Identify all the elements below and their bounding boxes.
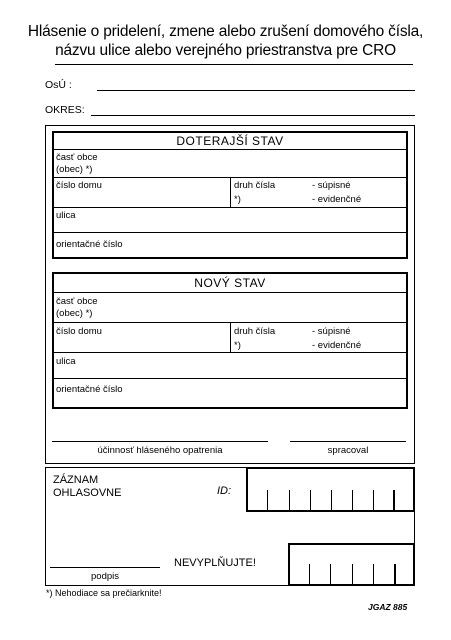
digit-separator (331, 490, 332, 512)
obec-label: (obec) *) (56, 308, 93, 319)
zaznam-label: ZÁZNAM (53, 474, 99, 486)
form-code: JGAZ 885 (368, 602, 408, 612)
footnote-marker: *) (234, 194, 241, 205)
cislo-domu-label: číslo domu (56, 180, 102, 191)
osu-field[interactable] (97, 90, 415, 91)
podpis-label: podpis (91, 571, 119, 582)
spracoval-label: spracoval (327, 445, 369, 456)
divider (52, 378, 408, 379)
evidencne-option[interactable]: - evidenčné (312, 194, 362, 205)
digit-separator (309, 564, 310, 586)
ulica-label: ulica (56, 210, 76, 221)
okres-label: OKRES: (45, 104, 85, 116)
ohlasovne-label: OHLASOVNE (53, 487, 122, 499)
druh-cisla-label: druh čísla (234, 180, 276, 191)
divider (52, 207, 408, 208)
novy-stav-heading: NOVÝ STAV (194, 276, 266, 290)
form-title-line2: názvu ulice alebo verejného priestranstva pre CRO (55, 42, 396, 59)
id-label: ID: (217, 485, 232, 497)
divider (52, 292, 408, 293)
druh-cisla-label: druh čísla (234, 326, 276, 337)
ucinnost-label: účinnosť hláseného opatrenia (97, 445, 223, 456)
okres-field[interactable] (91, 115, 415, 116)
digit-separator (373, 564, 374, 586)
divider (230, 322, 231, 352)
digit-separator (289, 490, 290, 512)
digit-separator (310, 490, 311, 512)
cislo-domu-label: číslo domu (56, 326, 102, 337)
divider (52, 232, 408, 233)
cast-obce-label: časť obce (56, 152, 98, 163)
digit-separator (330, 564, 331, 586)
supisne-option[interactable]: - súpisné (312, 180, 351, 191)
digit-separator (352, 490, 353, 512)
digit-separator (267, 490, 268, 512)
ulica-label: ulica (56, 356, 76, 367)
digit-separator (352, 564, 353, 586)
digit-separator (394, 564, 396, 586)
orientacne-cislo-label: orientačné číslo (56, 384, 123, 395)
divider (230, 177, 231, 207)
supisne-option[interactable]: - súpisné (312, 326, 351, 337)
ucinnost-field[interactable] (52, 441, 268, 442)
footnote-marker: *) (234, 340, 241, 351)
form-title-line1: Hlásenie o pridelení, zmene alebo zrušení domového čísla, (27, 23, 424, 40)
podpis-field[interactable] (50, 567, 160, 568)
orientacne-cislo-label: orientačné číslo (56, 239, 123, 250)
osu-label: OsÚ : (45, 79, 72, 91)
digit-separator (373, 490, 374, 512)
title-underline (55, 64, 413, 65)
doterajsi-stav-heading: DOTERAJŠÍ STAV (176, 134, 284, 148)
obec-label: (obec) *) (56, 164, 93, 175)
divider (52, 352, 408, 353)
spracoval-field[interactable] (290, 441, 406, 442)
nevyplnujte-label: NEVYPLŇUJTE! (174, 557, 256, 569)
divider (52, 149, 408, 150)
footnote: *) Nehodiace sa prečiarknite! (46, 588, 162, 598)
evidencne-option[interactable]: - evidenčné (312, 340, 362, 351)
digit-separator (393, 490, 395, 512)
cast-obce-label: časť obce (56, 296, 98, 307)
